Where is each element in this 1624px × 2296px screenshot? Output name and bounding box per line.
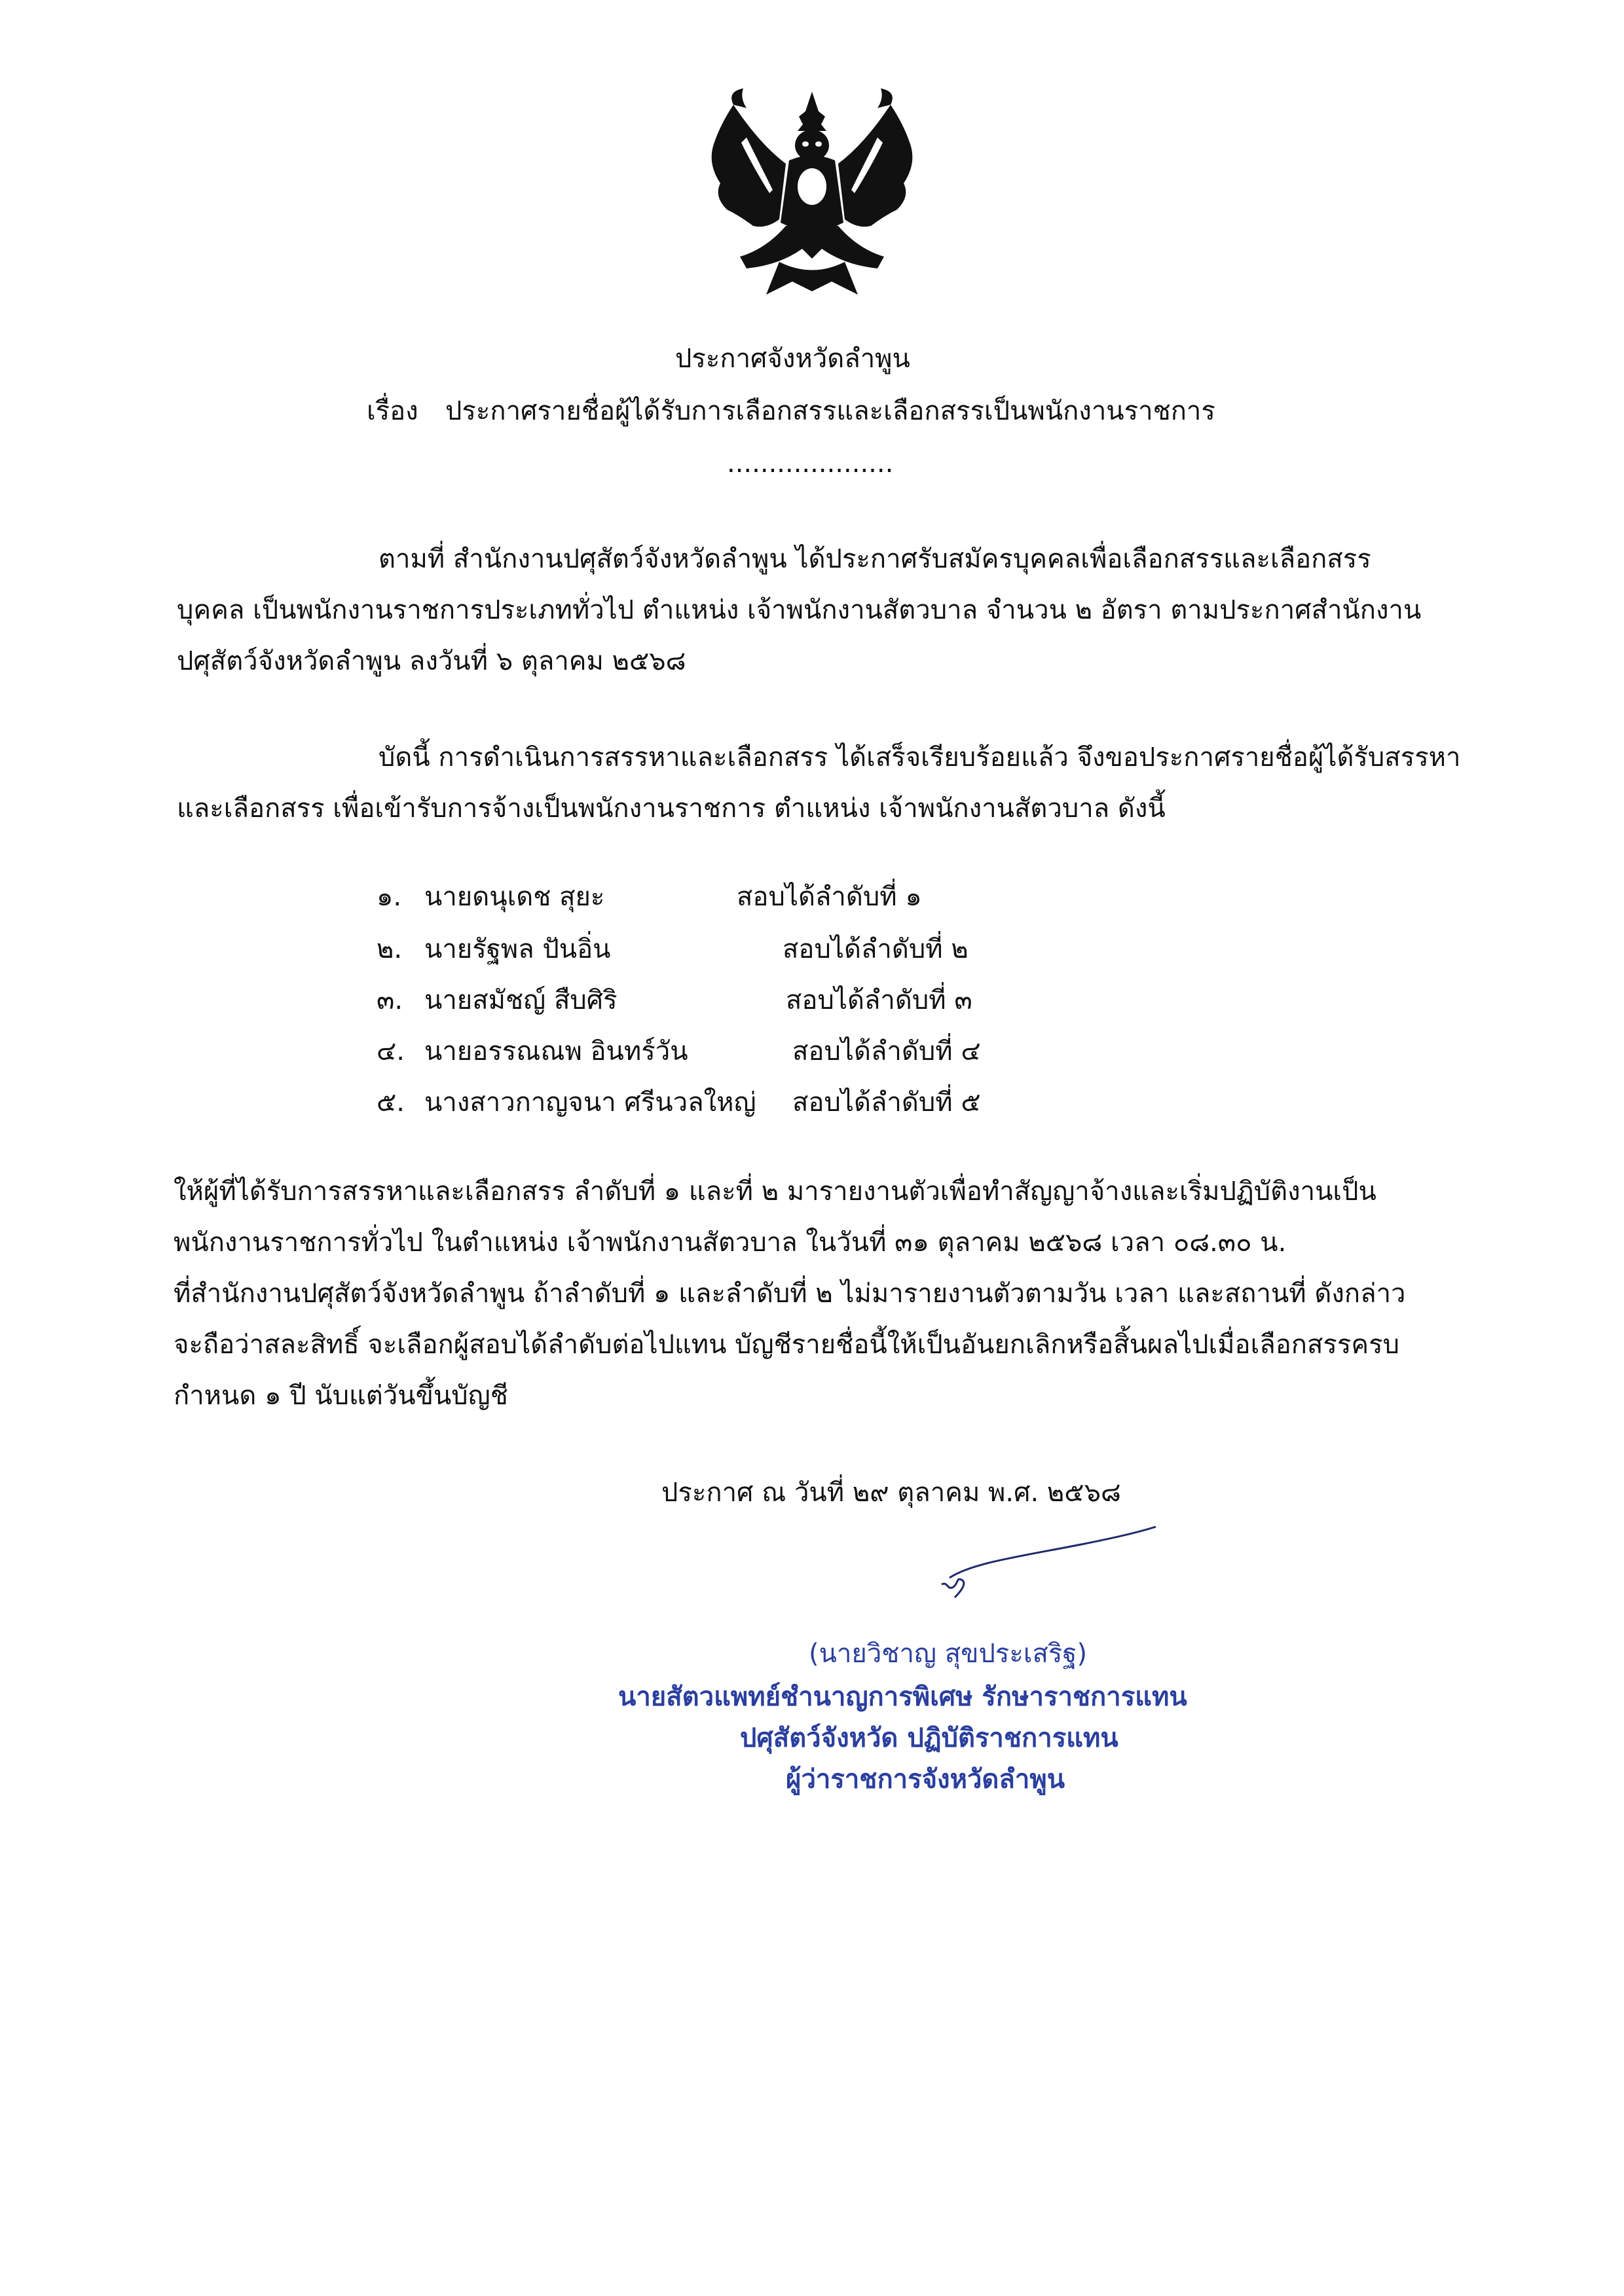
signatory-title-line: นายสัตวแพทย์ชำนาญการพิเศษ รักษาราชการแทน [618, 1682, 1187, 1712]
candidate-name: นายรัฐพล ปันอิ่น [424, 934, 611, 964]
candidate-number: ๒. [377, 934, 403, 964]
candidate-name: นางสาวกาญจนา ศรีนวลใหญ่ [424, 1087, 756, 1118]
candidate-rank: สอบได้ลำดับที่ ๑ [737, 882, 922, 912]
signatory-title-line: ปศุสัตว์จังหวัด ปฏิบัติราชการแทน [740, 1723, 1118, 1753]
paragraph3-line: ให้ผู้ที่ได้รับการสรรหาและเลือกสรร ลำดับที่ ๑ และที่ ๒ มารายงานตัวเพื่อทำสัญญาจ้างและเริ่มปฏิบัติงานเป็น [174, 1176, 1376, 1207]
candidate-rank: สอบได้ลำดับที่ ๕ [792, 1087, 981, 1118]
candidate-number: ๓. [377, 985, 403, 1015]
candidate-name: นายอรรณณพ อินทร์วัน [424, 1036, 688, 1066]
candidate-number: ๔. [377, 1036, 405, 1066]
paragraph2-line: และเลือกสรร เพื่อเข้ารับการจ้างเป็นพนักงานราชการ ตำแหน่ง เจ้าพนักงานสัตวบาล ดังนี้ [177, 793, 1166, 824]
garuda-emblem-icon [681, 85, 943, 301]
candidate-rank: สอบได้ลำดับที่ ๔ [792, 1036, 981, 1066]
paragraph3-line: กำหนด ๑ ปี นับแต่วันขึ้นบัญชี [174, 1381, 508, 1411]
paragraph1-line: ตามที่ สำนักงานปศุสัตว์จังหวัดลำพูน ได้ประกาศรับสมัครบุคคลเพื่อเลือกสรรและเลือกสรร [378, 544, 1371, 574]
handwritten-signature-icon [930, 1519, 1166, 1617]
subject-text: ประกาศรายชื่อผู้ได้รับการเลือกสรรและเลือกสรรเป็นพนักงานราชการ [445, 396, 1215, 426]
candidate-rank: สอบได้ลำดับที่ ๒ [783, 934, 969, 964]
separator-dots: .................... [727, 448, 894, 479]
candidate-number: ๑. [377, 882, 402, 912]
paragraph1-line: บุคคล เป็นพนักงานราชการประเภททั่วไป ตำแหน่ง เจ้าพนักงานสัตวบาล จำนวน ๒ อัตรา ตามประกาศสำนักงาน [177, 595, 1422, 625]
paragraph1-line: ปศุสัตว์จังหวัดลำพูน ลงวันที่ ๖ ตุลาคม ๒๕๖๘ [177, 646, 686, 676]
signatory-title-line: ผู้ว่าราชการจังหวัดลำพูน [786, 1764, 1065, 1795]
document-title: ประกาศจังหวัดลำพูน [675, 344, 910, 374]
candidate-name: นายสมัชญ์ สืบศิริ [424, 985, 618, 1015]
candidate-rank: สอบได้ลำดับที่ ๓ [786, 985, 972, 1015]
paragraph3-line: จะถือว่าสละสิทธิ์ จะเลือกผู้สอบได้ลำดับต่อไปแทน บัญชีรายชื่อนี้ให้เป็นอันยกเลิกหรือสิ้นผลไปเมื่อเลือกสรรครบ [174, 1330, 1400, 1360]
paragraph3-line: ที่สำนักงานปศุสัตว์จังหวัดลำพูน ถ้าลำดับที่ ๑ และลำดับที่ ๒ ไม่มารายงานตัวตามวัน เวลา และสถานที่ ดังกล่าว [174, 1279, 1406, 1309]
candidate-number: ๕. [377, 1087, 405, 1118]
announcement-date: ประกาศ ณ วันที่ ๒๙ ตุลาคม พ.ศ. ๒๕๖๘ [661, 1478, 1121, 1508]
candidate-name: นายดนุเดช สุยะ [424, 882, 605, 912]
paragraph3-line: พนักงานราชการทั่วไป ในตำแหน่ง เจ้าพนักงานสัตวบาล ในวันที่ ๓๑ ตุลาคม ๒๕๖๘ เวลา ๐๘.๓๐ น. [174, 1228, 1287, 1258]
signatory-name: (นายวิชาญ สุขประเสริฐ) [809, 1639, 1088, 1669]
paragraph2-line: บัดนี้ การดำเนินการสรรหาและเลือกสรร ได้เสร็จเรียบร้อยแล้ว จึงขอประกาศรายชื่อผู้ได้รับสรรหา [378, 742, 1461, 773]
subject-label: เรื่อง [367, 396, 418, 426]
